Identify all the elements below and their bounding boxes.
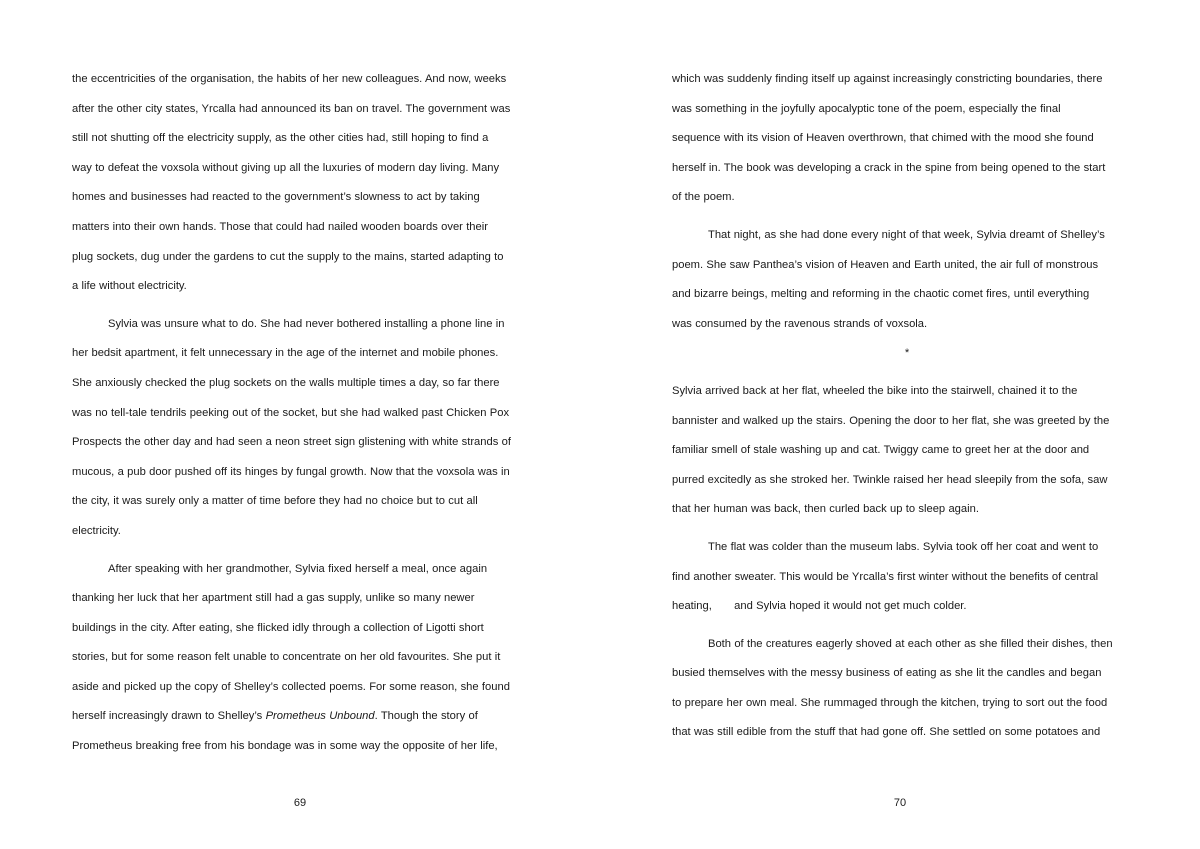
text-line: familiar smell of stale washing up and cat. Twiggy came to greet her at the door and — [672, 444, 1090, 457]
right-page-text — [672, 65, 1142, 748]
text-line: matters into their own hands. Those that could had nailed wooden boards over their — [72, 220, 488, 233]
text-line: busied themselves with the messy business of eating as she lit the candles and began — [672, 667, 1102, 680]
page-number: 70 — [893, 797, 907, 809]
text-line: the city, it was surely only a matter of time before they had no choice but to cut all — [72, 495, 478, 508]
text-line: and bizarre beings, melting and reforming in the chaotic comet fires, until everything — [672, 288, 1090, 301]
text-line: her bedsit apartment, it felt unnecessary in the age of the internet and mobile phones. — [72, 347, 499, 360]
text-line: electricity. — [72, 524, 121, 537]
text-line: purred excitedly as she stroked her. Twinkle raised her head sleepily from the sofa, saw — [672, 473, 1108, 486]
text-line: Prospects the other day and had seen a neon street sign glistening with white strands of — [72, 436, 511, 449]
text-line: mucous, a pub door pushed off its hinges by fungal growth. Now that the voxsola was in — [72, 465, 510, 478]
text-line: heating, and Sylvia hoped it would not get much colder. — [672, 600, 967, 613]
text-line: that her human was back, then curled back up to sleep again. — [672, 503, 979, 516]
text-line: sequence with its vision of Heaven overthrown, that chimed with the mood she found — [672, 132, 1094, 145]
text-line: homes and businesses had reacted to the government’s slowness to act by taking — [72, 191, 480, 204]
text-line: that was still edible from the stuff that had gone off. She settled on some potatoes and — [672, 726, 1101, 739]
page-number: 69 — [293, 797, 307, 809]
text-line: of the poem. — [672, 191, 735, 204]
text-line: Prometheus breaking free from his bondage was in some way the opposite of her life, — [72, 740, 498, 753]
text-line: She anxiously checked the plug sockets on the walls multiple times a day, so far there — [72, 376, 500, 389]
text-line: still not shutting off the electricity supply, as the other cities had, still hoping to find a — [72, 132, 489, 145]
text-line: The flat was colder than the museum labs. Sylvia took off her coat and went to — [708, 540, 1099, 553]
text-line: the eccentricities of the organisation, the habits of her new colleagues. And now, weeks — [72, 73, 507, 85]
paragraph-gap — [672, 213, 1142, 221]
paragraph-gap — [72, 547, 542, 555]
text-line: thanking her luck that her apartment still had a gas supply, unlike so many newer — [72, 592, 475, 605]
text-line: find another sweater. This would be Yrcalla’s first winter without the benefits of central — [672, 570, 1099, 583]
text-line — [72, 702, 542, 732]
left-page-text — [72, 65, 542, 762]
text-line: was no tell-tale tendrils peeking out of the socket, but she had walked past Chicken Pox — [72, 406, 510, 419]
text-line: after the other city states, Yrcalla had announced its ban on travel. The government was — [72, 102, 511, 115]
text-line: poem. She saw Panthea’s vision of Heaven and Earth united, the air full of monstrous — [672, 258, 1099, 271]
paragraph-gap — [672, 525, 1142, 533]
text-line: Sylvia was unsure what to do. She had never bothered installing a phone line in — [108, 317, 505, 330]
text-line: plug sockets, dug under the gardens to cut the supply to the mains, started adapting to — [72, 250, 504, 263]
text-line: bannister and walked up the stairs. Opening the door to her flat, she was greeted by the — [672, 414, 1110, 427]
text-line: herself in. The book was developing a crack in the spine from being opened to the start — [672, 161, 1106, 174]
book-title: Prometheus Unbound — [265, 710, 375, 723]
text-fragment: . Though the story of — [374, 710, 478, 723]
paragraph-gap — [672, 622, 1142, 630]
text-line: Both of the creatures eagerly shoved at each other as she filled their dishes, then — [708, 637, 1113, 650]
text-line: After speaking with her grandmother, Sylvia fixed herself a meal, once again — [108, 562, 488, 575]
paragraph-gap — [72, 302, 542, 310]
text-line: which was suddenly finding itself up against increasingly constricting boundaries, there — [672, 73, 1103, 85]
text-line: Sylvia arrived back at her flat, wheeled the bike into the stairwell, chained it to the — [672, 384, 1078, 397]
text-line: to prepare her own meal. She rummaged through the kitchen, trying to sort out the food — [672, 696, 1108, 709]
text-line: That night, as she had done every night of that week, Sylvia dreamt of Shelley’s — [708, 228, 1105, 241]
text-line: way to defeat the voxsola without giving up all the luxuries of modern day living. Many — [72, 161, 500, 174]
text-line: aside and picked up the copy of Shelley’s collected poems. For some reason, she found — [72, 680, 510, 693]
text-line: was something in the joyfully apocalyptic tone of the poem, especially the final — [672, 102, 1061, 115]
text-line: was consumed by the ravenous strands of voxsola. — [672, 317, 928, 330]
scene-break: * — [904, 347, 910, 360]
text-line: stories, but for some reason felt unable to concentrate on her old favourites. She put it — [72, 651, 501, 664]
text-line: buildings in the city. After eating, she flicked idly through a collection of Ligotti short — [72, 621, 484, 634]
text-line: a life without electricity. — [72, 280, 187, 293]
text-fragment: herself increasingly drawn to Shelley’s — [72, 710, 266, 723]
right-page — [600, 0, 1200, 849]
